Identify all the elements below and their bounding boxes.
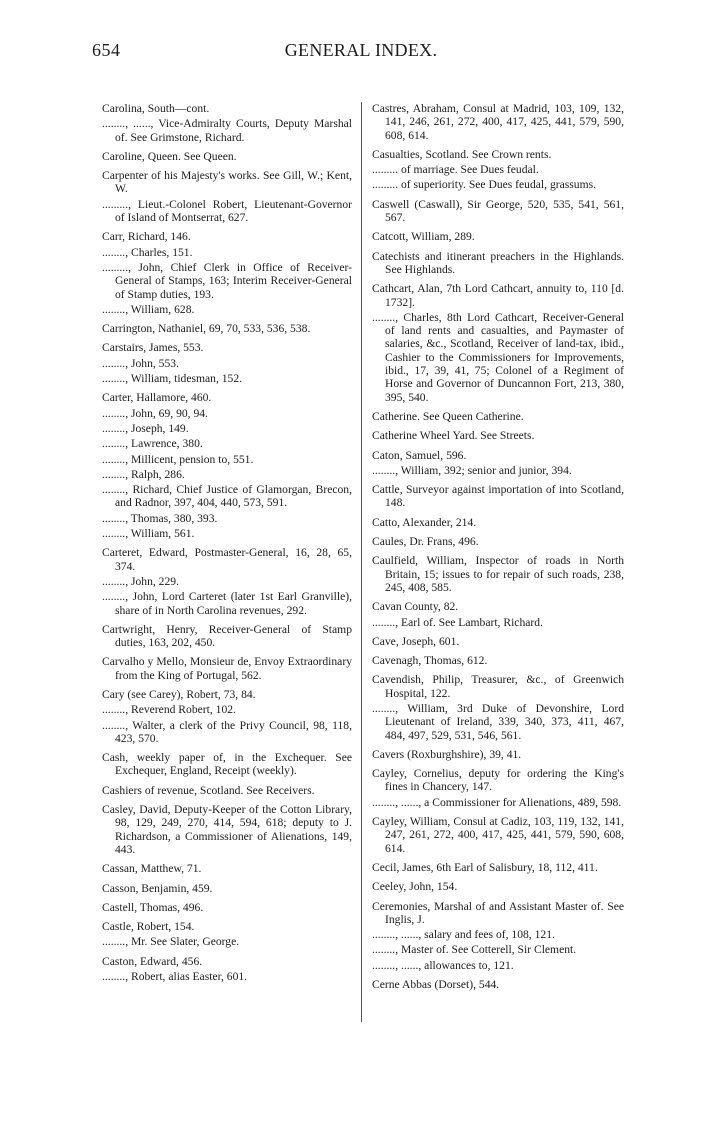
index-entry: Catherine Wheel Yard. See Streets. [372,429,535,443]
index-entry: ........, William, 628. [102,302,195,316]
index-entry: Cavers (Roxburghshire), 39, 41. [372,747,522,761]
index-entry: Ceeley, John, 154. [372,880,458,894]
index-entry: Carolina, South—cont. [102,102,210,115]
index-entry: Cavenagh, Thomas, 612. [372,654,488,668]
index-entry: Cartwright, Henry, Receiver-General of Stamp duties, 163, 202, 450. [102,622,352,650]
index-entry: ........, William, 3rd Duke of Devonshire, Lord Lieutenant of Ireland, 339, 340, 373, 411, 467, 484, 497, 529, 531, 546, 561. [372,701,624,742]
index-entry: ........, John, Lord Carteret (later 1st Earl Granville), share of in North Carolina revenues, 292. [102,590,352,617]
index-entry: ........, Richard, Chief Justice of Glamorgan, Brecon, and Radnor, 397, 404, 440, 573, 591. [102,483,352,510]
index-entry: Casson, Benjamin, 459. [102,881,213,895]
index-entry: ........, John, 69, 90, 94. [102,406,208,420]
index-entry: ........., John, Chief Clerk in Office of Receiver-General of Stamps, 163; Interim Receiver-General of Stamp duties, 193. [102,260,352,301]
index-entry: ........, Lawrence, 380. [102,437,203,451]
index-entry: ........, Ralph, 286. [102,467,185,481]
index-entry: Castle, Robert, 154. [102,920,195,934]
index-entry: Casualties, Scotland. See Crown rents. [372,147,552,161]
index-entry: ........., Lieut.-Colonel Robert, Lieutenant-Governor of Island of Montserrat, 627. [102,197,352,225]
index-entry: Cashiers of revenue, Scotland. See Receivers. [102,783,315,797]
index-entry: ......... of superiority. See Dues feudal, grassums. [372,178,596,192]
index-entry: ........, Millicent, pension to, 551. [102,452,254,466]
column-divider [361,102,362,1022]
index-entry: Caston, Edward, 456. [102,954,203,968]
index-entry: Casley, David, Deputy-Keeper of the Cotton Library, 98, 129, 249, 270, 414, 594, 618; deputy to J. Richardson, a Commissioner of Alienations, 149, 443. [102,803,352,856]
index-entry: Carvalho y Mello, Monsieur de, Envoy Extraordinary from the King of Portugal, 562. [102,655,352,682]
index-entry: Cayley, Cornelius, deputy for ordering the King's fines in Chancery, 147. [372,767,624,794]
index-entry: ........, John, 553. [102,356,179,370]
index-entry: Cattle, Surveyor against importation of into Scotland, 148. [372,483,624,510]
index-entry: Caswell (Caswall), Sir George, 520, 535, 541, 561, 567. [372,197,624,225]
index-entry: ........, Charles, 8th Lord Cathcart, Receiver-General of land rents and casualties, and Paymaster of salaries, &c., Scotland, Receiver of land-tax, ibid., Cashier to the Commissioners for Improvements, ibid., 17, 39, 41, 75; Colonel of a Regiment of Horse and Governor of Duncannon Fort, 213, 380, 395, 540. [372,310,624,404]
index-entry: Cash, weekly paper of, in the Exchequer. See Exchequer, England, Receipt (weekly). [102,751,352,778]
index-entry: Catcott, William, 289. [372,230,475,244]
index-entry: Carpenter of his Majesty's works. See Gill, W.; Kent, W. [102,169,352,196]
index-entry: Cavan County, 82. [372,600,459,614]
index-entry: Caules, Dr. Frans, 496. [372,535,479,549]
index-entry: Cavendish, Philip, Treasurer, &c., of Greenwich Hospital, 122. [372,673,624,700]
left-column [102,102,352,985]
index-entry: ........, Charles, 151. [102,245,193,259]
index-entry: Cary (see Carey), Robert, 73, 84. [102,687,256,701]
index-entry: Carstairs, James, 553. [102,341,204,355]
index-entry: Carr, Richard, 146. [102,230,191,244]
index-entry: ........, ......, allowances to, 121. [372,958,514,972]
index-entry: Caton, Samuel, 596. [372,448,467,462]
index-entry: ........, ......, a Commissioner for Alienations, 489, 598. [372,795,622,809]
running-title: GENERAL INDEX. [284,40,438,60]
page-number: 654 [92,40,121,60]
index-entry: ........, William, tidesman, 152. [102,372,243,386]
index-entry: Cayley, William, Consul at Cadiz, 103, 119, 132, 141, 247, 261, 272, 400, 417, 425, 441, 579, 590, 608, 614. [372,815,624,855]
index-entry: Cerne Abbas (Dorset), 544. [372,978,500,992]
index-entry: Castres, Abraham, Consul at Madrid, 103, 109, 132, 141, 246, 261, 272, 400, 417, 425, 441, 579, 590, 608, 614. [372,102,624,142]
index-entry: ........, Reverend Robert, 102. [102,703,236,717]
index-entry: ........, William, 561. [102,527,195,541]
index-entry: Carrington, Nathaniel, 69, 70, 533, 536, 538. [102,322,311,336]
index-entry: ........, Earl of. See Lambart, Richard. [372,615,543,629]
index-entry: ........, William, 392; senior and junior, 394. [372,463,572,477]
index-entry: Cassan, Matthew, 71. [102,862,202,876]
index-entry: ........, Thomas, 380, 393. [102,511,218,525]
index-entry: Cathcart, Alan, 7th Lord Cathcart, annuity to, 110 [d. 1732]. [372,282,624,309]
right-column [372,102,624,993]
index-entry: Caulfield, William, Inspector of roads in North Britain, 15; issues to for repair of such roads, 238, 245, 408, 585. [372,554,624,594]
index-entry: Catechists and itinerant preachers in the Highlands. See Highlands. [372,249,624,276]
index-entry: Carteret, Edward, Postmaster-General, 16, 28, 65, 374. [102,546,352,573]
index-entry: Catto, Alexander, 214. [372,515,477,529]
index-entry: ........, ......, salary and fees of, 108, 121. [372,928,555,942]
index-entry: ........, Robert, alias Easter, 601. [102,970,248,984]
index-entry: ........, Mr. See Slater, George. [102,935,240,949]
index-entry: Carter, Hallamore, 460. [102,391,212,405]
index-entry: Cecil, James, 6th Earl of Salisbury, 18, 112, 411. [372,860,598,874]
index-entry: ........, Master of. See Cotterell, Sir Clement. [372,943,577,957]
index-entry: ........, ......, Vice-Admiralty Courts, Deputy Marshal of. See Grimstone, Richard. [102,117,352,144]
index-entry: Caroline, Queen. See Queen. [102,149,237,163]
index-entry: ........, Joseph, 149. [102,421,189,435]
index-entry: Castell, Thomas, 496. [102,900,204,914]
index-entry: Cave, Joseph, 601. [372,634,460,648]
index-entry: ........, Walter, a clerk of the Privy Council, 98, 118, 423, 570. [102,718,352,745]
index-entry: ........, John, 229. [102,574,179,588]
index-entry: Ceremonies, Marshal of and Assistant Master of. See Inglis, J. [372,899,624,926]
index-entry: ......... of marriage. See Dues feudal. [372,163,539,177]
index-entry: Catherine. See Queen Catherine. [372,409,524,423]
